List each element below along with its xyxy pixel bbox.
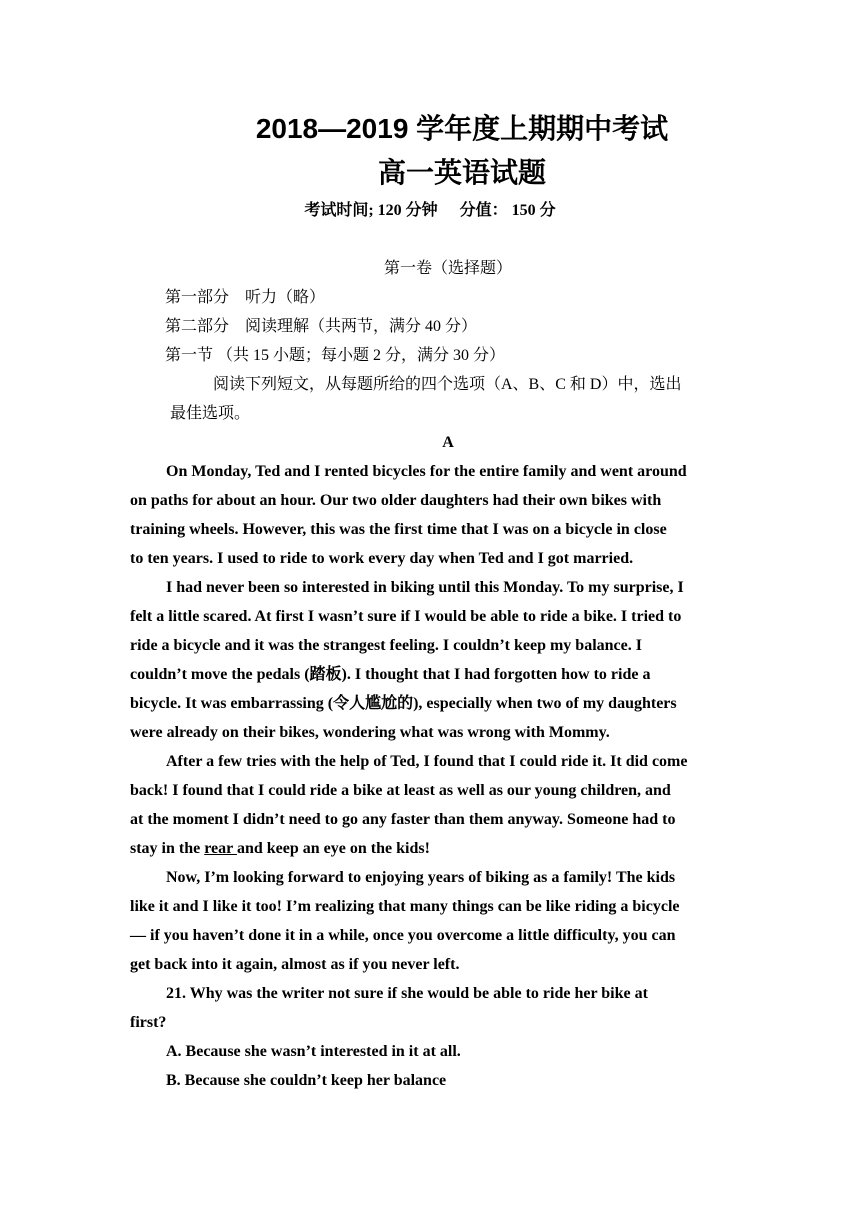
section1-heading: 第一节 （共 15 小题；每小题 2 分，满分 30 分） bbox=[165, 347, 506, 364]
passage-text: and keep an eye on the kids! bbox=[236, 840, 430, 857]
passage-line: training wheels. However, this was the first time that I was on a bicycle in close bbox=[130, 521, 667, 538]
passage-line: bicycle. It was embarrassing (令人尴尬的), especially when two of my daughters bbox=[130, 695, 677, 712]
passage-line: to ten years. I used to ride to work every day when Ted and I got married. bbox=[130, 550, 634, 567]
passage-line: After a few tries with the help of Ted, I found that I could ride it. It did come bbox=[166, 753, 688, 770]
volume-heading: 第一卷（选择题） bbox=[383, 260, 512, 277]
exam-score: 分值： 150 分 bbox=[459, 202, 556, 219]
passage-line: at the moment I didn’t need to go any faster than them anyway. Someone had to bbox=[130, 811, 676, 828]
passage-line: on paths for about an hour. Our two older daughters had their own bikes with bbox=[130, 492, 662, 509]
passage-line: — if you haven’t done it in a while, once you overcome a little difficulty, you can bbox=[130, 927, 676, 944]
option-a: A. Because she wasn’t interested in it at all. bbox=[166, 1043, 461, 1060]
passage-line: ride a bicycle and it was the strangest feeling. I couldn’t keep my balance. I bbox=[130, 637, 642, 654]
passage-line: couldn’t move the pedals (踏板). I thought that I had forgotten how to ride a bbox=[130, 666, 651, 683]
underlined-word: rear bbox=[204, 840, 237, 857]
question-stem: 21. Why was the writer not sure if she would be able to ride her bike at bbox=[166, 985, 648, 1002]
exam-subtitle: 高一英语试题 bbox=[377, 157, 546, 188]
passage-line: like it and I like it too! I’m realizing that many things can be like riding a bicycle bbox=[130, 898, 680, 915]
exam-meta bbox=[0, 199, 860, 223]
passage-line bbox=[130, 837, 730, 861]
option-b: B. Because she couldn’t keep her balance bbox=[166, 1072, 447, 1089]
passage-line: back! I found that I could ride a bike at least as well as our young children, and bbox=[130, 782, 671, 799]
exam-time: 考试时间; 120 分钟 bbox=[304, 202, 438, 219]
passage-line: I had never been so interested in biking until this Monday. To my surprise, I bbox=[166, 579, 684, 596]
passage-text: stay in the bbox=[130, 840, 205, 857]
passage-label: A bbox=[442, 434, 454, 451]
part1-heading: 第一部分 听力（略） bbox=[165, 289, 326, 306]
directions-line: 阅读下列短文，从每题所给的四个选项（A、B、C 和 D）中，选出 bbox=[213, 376, 682, 393]
question-stem: first? bbox=[130, 1014, 167, 1031]
directions-line: 最佳选项。 bbox=[170, 405, 251, 422]
part2-heading: 第二部分 阅读理解（共两节，满分 40 分） bbox=[165, 318, 478, 335]
passage-line: On Monday, Ted and I rented bicycles for the entire family and went around bbox=[166, 463, 687, 480]
passage-line: felt a little scared. At first I wasn’t sure if I would be able to ride a bike. I tried to bbox=[130, 608, 682, 625]
passage-line: Now, I’m looking forward to enjoying years of biking as a family! The kids bbox=[166, 869, 676, 886]
passage-line: were already on their bikes, wondering what was wrong with Mommy. bbox=[130, 724, 610, 741]
passage-line: get back into it again, almost as if you never left. bbox=[130, 956, 460, 973]
exam-title: 2018—2019 学年度上期期中考试 bbox=[255, 113, 669, 144]
